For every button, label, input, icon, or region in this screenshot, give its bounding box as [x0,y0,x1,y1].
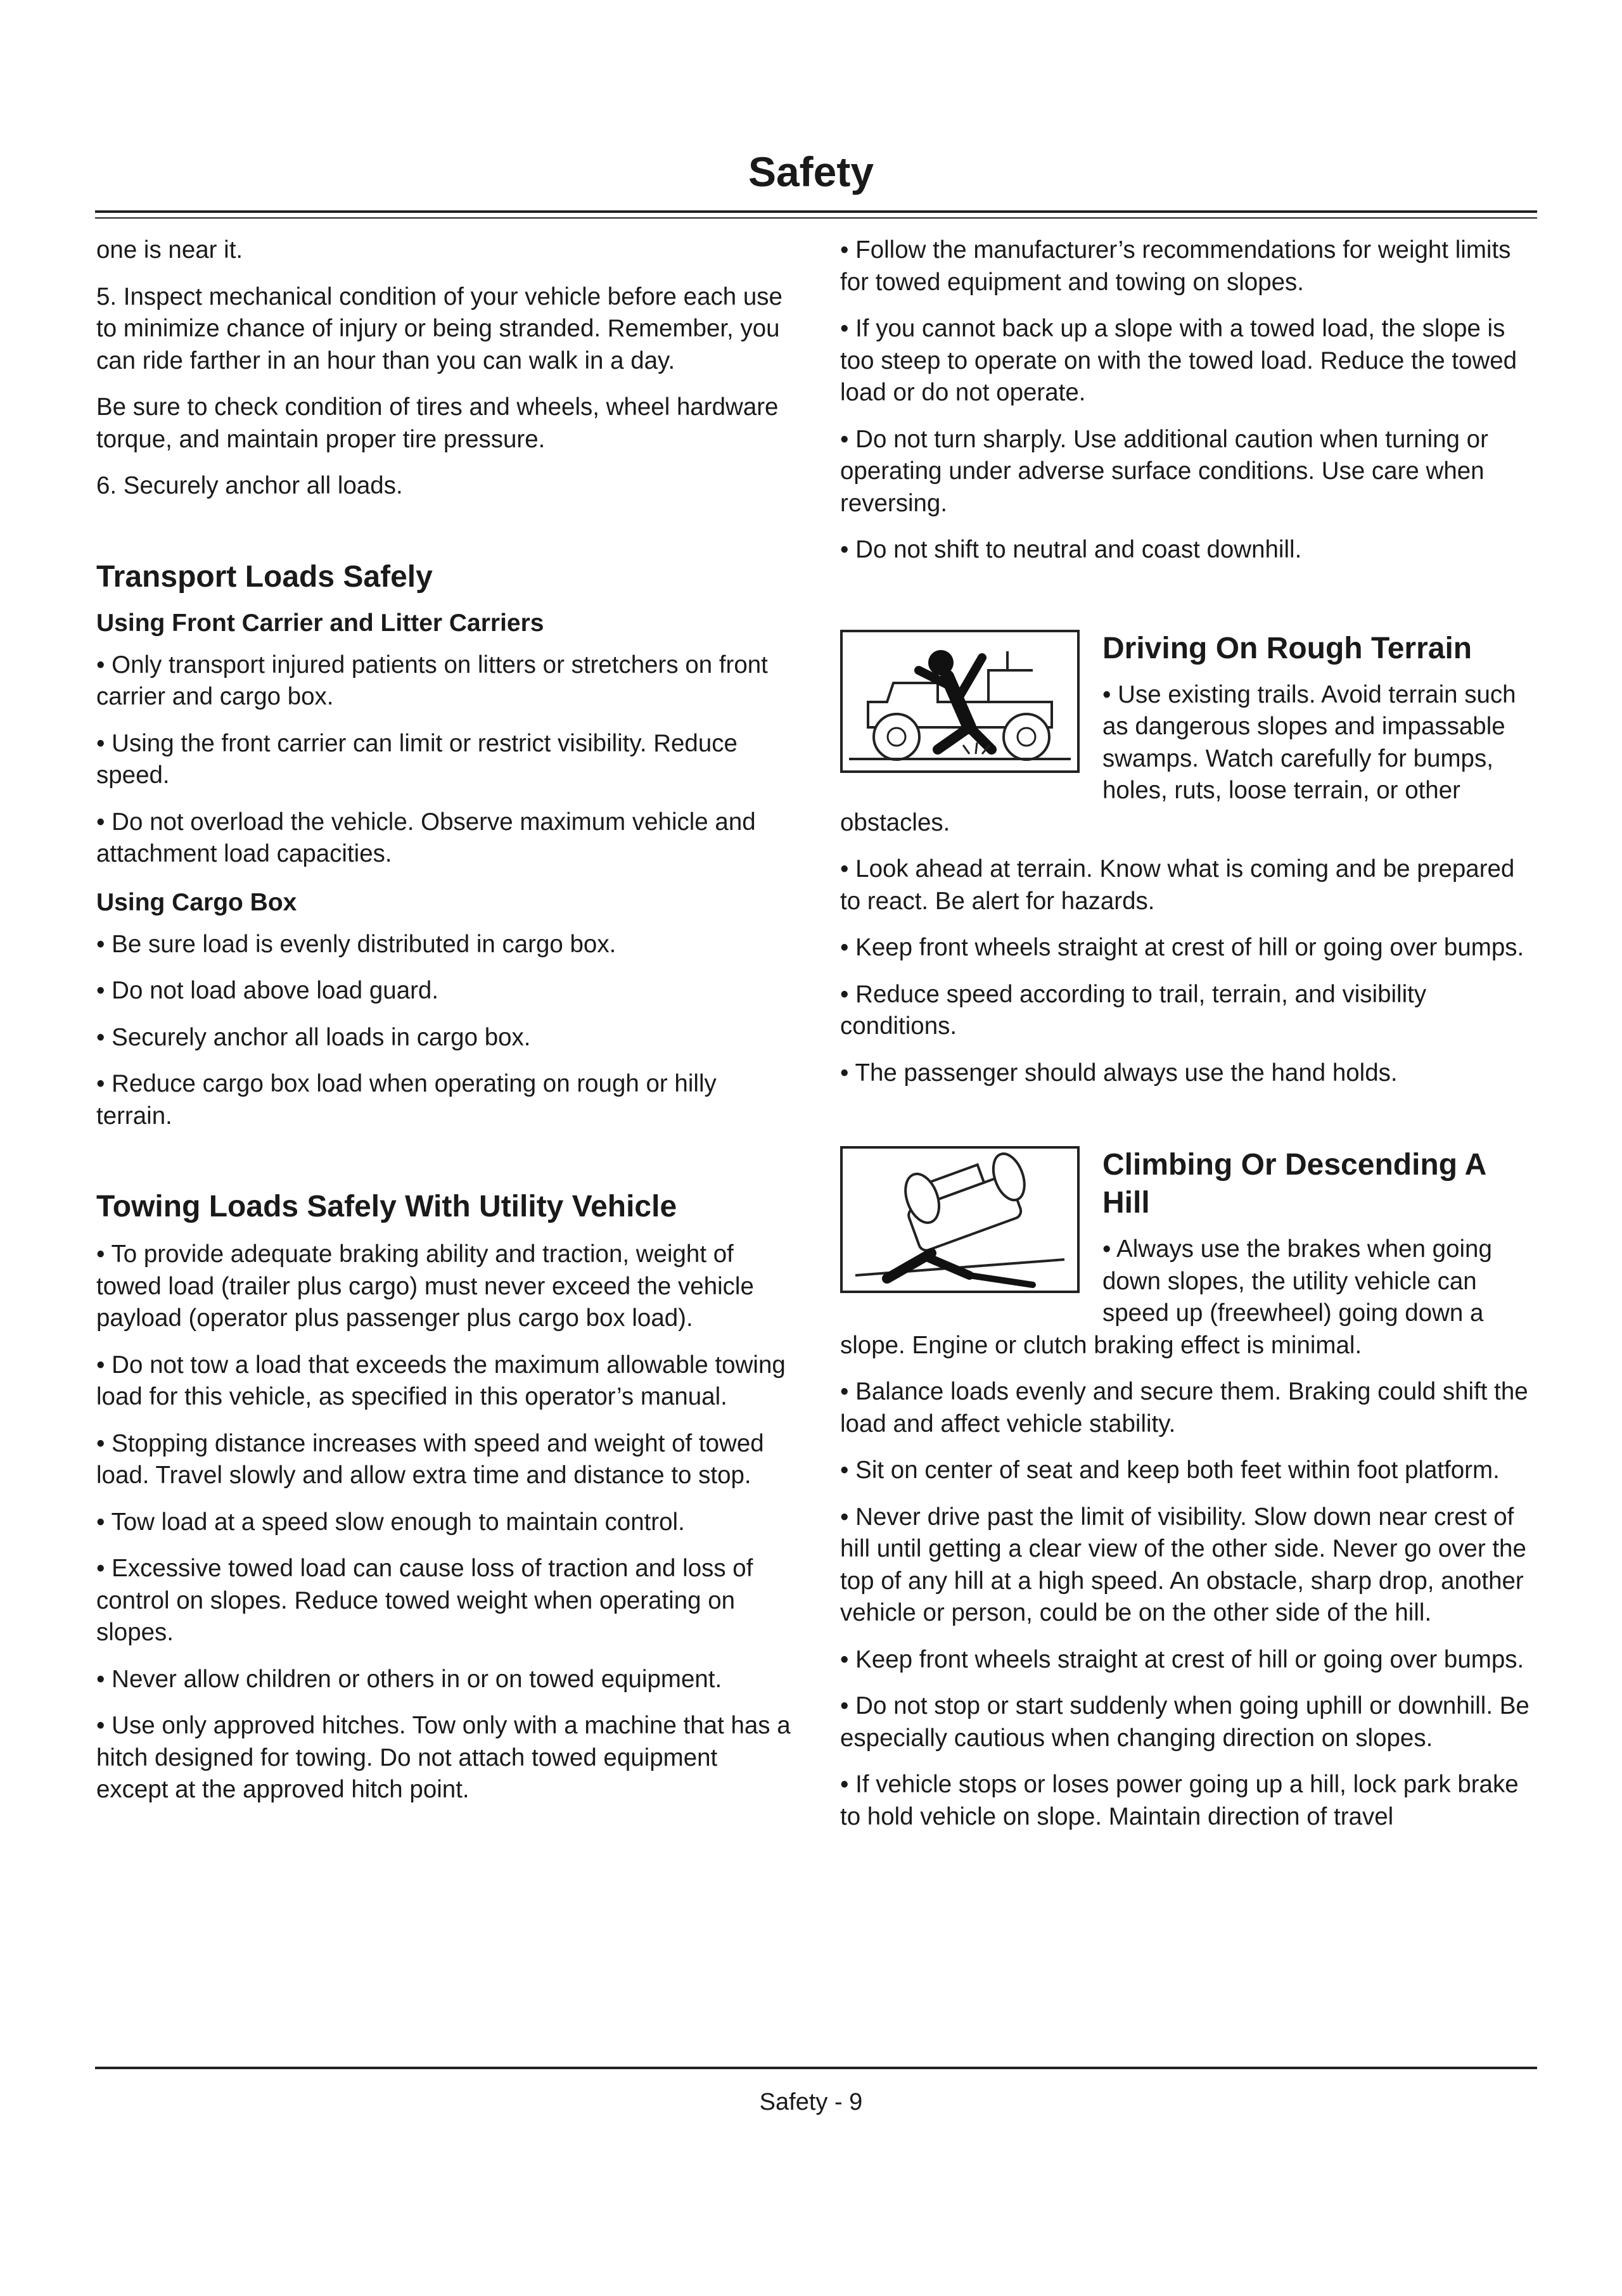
paragraph: one is near it. [96,236,243,264]
rough-terrain-warning-figure [840,630,1080,773]
section-heading-transport: Transport Loads Safely [96,559,433,594]
list-item: • Reduce speed according to trail, terrain, and visibility conditions. [840,980,1427,1040]
list-item: • Do not turn sharply. Use additional caution when turning or operating under adverse surface conditions. Use care when reversing. [840,425,1488,517]
list-item: • Do not tow a load that exceeds the maximum allowable towing load for this vehicle, as specified in this operator’s manual. [96,1351,786,1410]
paragraph: 6. Securely anchor all loads. [96,472,403,499]
list-item: • Never drive past the limit of visibility. Slow down near crest of hill until getting a clear view of the other side. Never go over the top of any hill at a high speed. An obstacle, sharp drop, another vehicle or person, could be on the other side of the hill. [840,1503,1526,1626]
page-title: Safety [748,148,874,195]
list-item: • Do not overload the vehicle. Observe maximum vehicle and attachment load capacities. [96,808,756,867]
vehicle-tipping-icon [843,632,1077,770]
list-item: • Never allow children or others in or on towed equipment. [96,1665,722,1693]
section-heading-towing: Towing Loads Safely With Utility Vehicle [96,1190,677,1223]
list-item: • If you cannot back up a slope with a towed load, the slope is too steep to operate on with the towed load. Reduce the towed load or do not operate. [840,315,1517,406]
list-item: • Look ahead at terrain. Know what is coming and be prepared to react. Be alert for hazards. [840,855,1515,915]
vehicle-rollover-icon [843,1149,1077,1291]
list-item: • Only transport injured patients on litters or stretchers on front carrier and cargo box. [96,651,768,710]
right-column [840,234,1535,1847]
paragraph: 5. Inspect mechanical condition of your vehicle before each use to minimize chance of injury or being stranded. Remember, you can ride farther in an hour than you can walk in a day. [96,283,782,374]
list-item: • Be sure load is evenly distributed in cargo box. [96,930,616,958]
list-item: • Balance loads evenly and secure them. Braking could shift the load and affect vehicle stability. [840,1378,1528,1438]
list-item: • Do not stop or start suddenly when going uphill or downhill. Be especially cautious when changing direction on slopes. [840,1692,1529,1752]
list-item: • Keep front wheels straight at crest of hill or going over bumps. [840,934,1524,961]
list-item: • Keep front wheels straight at crest of hill or going over bumps. [840,1645,1524,1673]
header-rule-top [95,210,1537,213]
list-item: • If vehicle stops or loses power going up a hill, lock park brake to hold vehicle on slope. Maintain direction of travel [840,1771,1519,1830]
subheading-front-carrier: Using Front Carrier and Litter Carriers [96,609,544,637]
list-item: • Reduce cargo box load when operating on rough or hilly terrain. [96,1070,717,1130]
list-item: • Always use the brakes when going down slopes, the utility vehicle can speed up (freewheel) going down a slope. Engine or clutch braking effect is minimal. [840,1235,1492,1359]
list-item: • Use only approved hitches. Tow only with a machine that has a hitch designed for towing. Do not attach towed equipment except at the approved hitch point. [96,1712,791,1803]
left-column [96,234,791,1821]
list-item: • Use existing trails. Avoid terrain such as dangerous slopes and impassable swamps. Watch carefully for bumps, holes, ruts, loose terrain, or other obstacles. [840,680,1516,836]
list-item: • To provide adequate braking ability and traction, weight of towed load (trailer plus cargo) must never exceed the vehicle payload (operator plus passenger plus cargo box load). [96,1240,754,1332]
section-heading-rough-terrain: Driving On Rough Terrain [1102,631,1472,665]
header-rule-bottom [95,217,1537,219]
page-number: Safety - 9 [759,2089,863,2115]
list-item: • Securely anchor all loads in cargo box. [96,1023,531,1051]
subheading-cargo-box: Using Cargo Box [96,888,297,916]
rough-terrain-section [840,630,1535,1090]
paragraph: Be sure to check condition of tires and wheels, wheel hardware torque, and maintain proper tire pressure. [96,393,779,453]
list-item: • Sit on center of seat and keep both feet within foot platform. [840,1457,1500,1484]
hill-section [840,1146,1535,1833]
list-item: • Follow the manufacturer’s recommendations for weight limits for towed equipment and towing on slopes. [840,236,1511,296]
list-item: • Stopping distance increases with speed and weight of towed load. Travel slowly and allow extra time and distance to stop. [96,1429,764,1489]
footer-rule [95,2067,1537,2069]
section-heading-hill: Climbing Or Descending A Hill [1102,1148,1486,1220]
list-item: • The passenger should always use the hand holds. [840,1059,1398,1087]
hill-rollover-warning-figure [840,1146,1080,1293]
list-item: • Do not load above load guard. [96,977,439,1004]
list-item: • Do not shift to neutral and coast downhill. [840,536,1302,563]
list-item: • Excessive towed load can cause loss of traction and loss of control on slopes. Reduce towed weight when operating on slopes. [96,1555,753,1646]
list-item: • Using the front carrier can limit or restrict visibility. Reduce speed. [96,729,738,789]
list-item: • Tow load at a speed slow enough to maintain control. [96,1508,685,1536]
